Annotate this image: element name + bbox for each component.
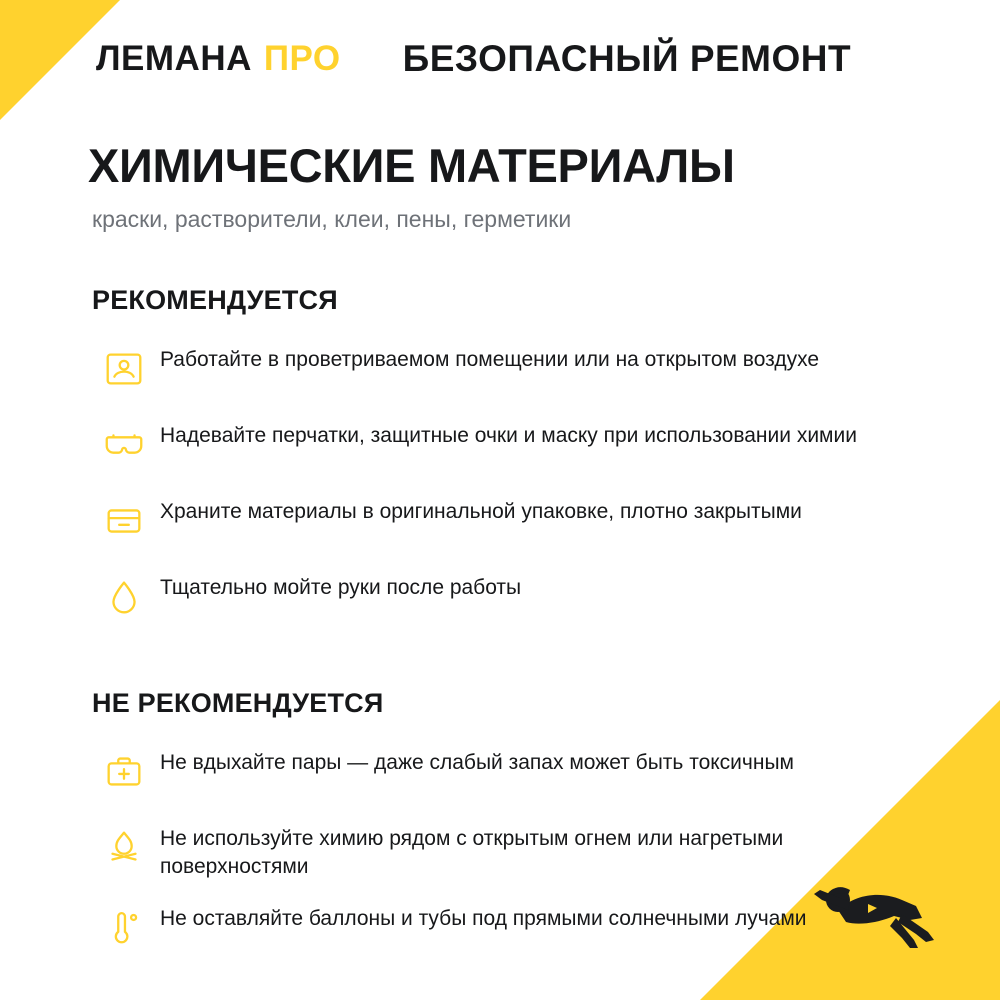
list-item — [88, 414, 948, 474]
list-item — [88, 741, 948, 801]
first-aid-kit-icon — [88, 741, 160, 801]
safety-goggles-icon — [88, 414, 160, 474]
list-item-text: Не оставляйте баллоны и тубы под прямыми солнечными лучами — [160, 907, 807, 931]
list-item-text: Не используйте химию рядом с открытым огнем или нагретыми поверхностями — [160, 826, 784, 879]
brand-suffix: ПРО — [263, 39, 341, 78]
section-title-not-recommended: НЕ РЕКОМЕНДУЕТСЯ — [92, 687, 384, 718]
brand-name: ЛЕМАНА — [96, 39, 252, 78]
list-item — [88, 566, 948, 626]
page-title: ХИМИЧЕСКИЕ МАТЕРИАЛЫ — [88, 139, 735, 192]
list-item-text: Надевайте перчатки, защитные очки и маску при использовании химии — [160, 423, 857, 447]
respirator-mask-icon — [88, 338, 160, 398]
list-item-text: Храните материалы в оригинальной упаковке, плотно закрытыми — [160, 499, 802, 523]
open-fire-icon — [88, 817, 160, 877]
thermometer-icon — [88, 897, 160, 957]
page-header — [0, 38, 1000, 80]
header-title: БЕЗОПАСНЫЙ РЕМОНТ — [402, 38, 852, 79]
page-subtitle: краски, растворители, клеи, пены, герметики — [92, 205, 572, 232]
water-drop-icon — [88, 566, 160, 626]
section-title-recommended: РЕКОМЕНДУЕТСЯ — [92, 284, 338, 315]
section-recommended — [88, 285, 948, 626]
list-item-text: Тщательно мойте руки после работы — [160, 575, 522, 599]
list-item-text: Не вдыхайте пары — даже слабый запах может быть токсичным — [160, 750, 794, 774]
list-item-text: Работайте в проветриваемом помещении или на открытом воздухе — [160, 347, 820, 371]
storage-box-icon — [88, 490, 160, 550]
flying-worker-mascot — [798, 848, 948, 958]
brand-logo — [96, 39, 341, 79]
list-item — [88, 338, 948, 398]
list-item — [88, 490, 948, 550]
